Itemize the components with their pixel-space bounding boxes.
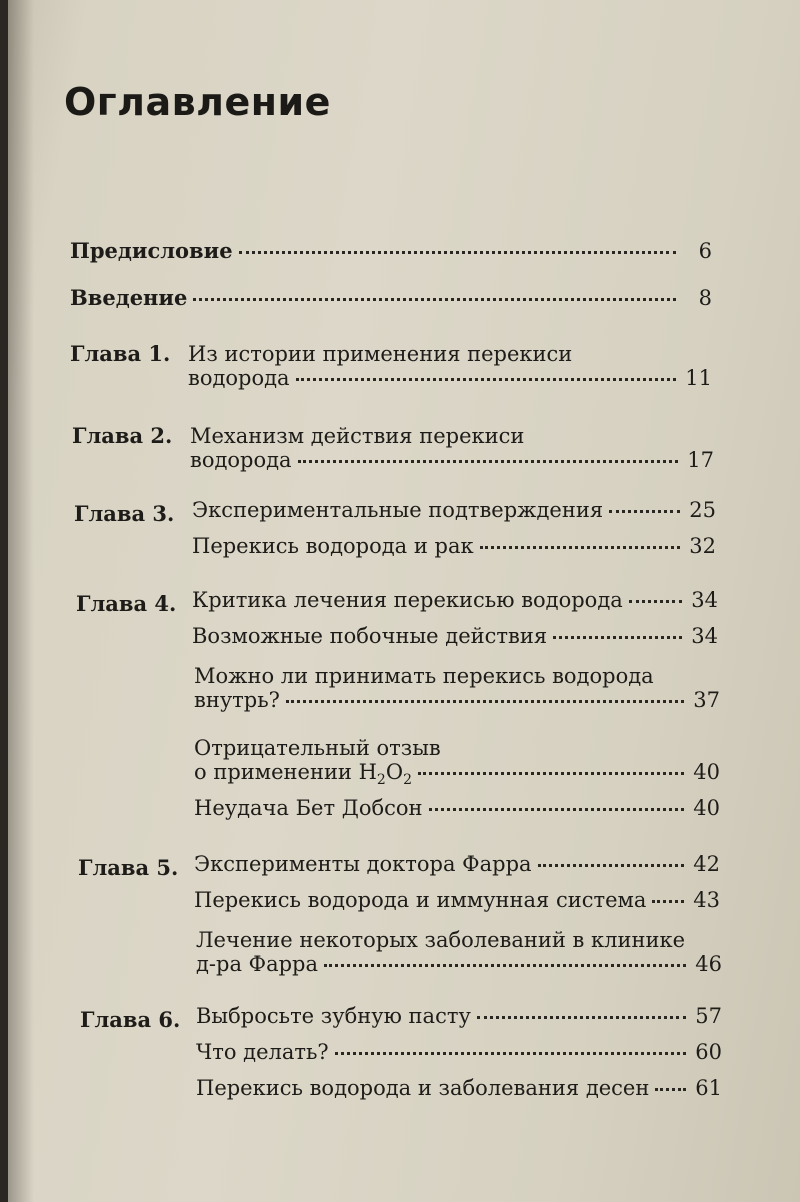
chapter-label: Глава 3. [74, 501, 175, 526]
chapter-label: Глава 1. [70, 341, 171, 366]
toc-entry-negative-review [194, 760, 720, 788]
toc-page-number: 40 [693, 796, 720, 820]
dot-leader [193, 298, 676, 301]
toc-entry-title-line: Лечение некоторых заболеваний в клинике [196, 928, 686, 952]
dot-leader [298, 460, 678, 463]
toc-entry-title [194, 760, 412, 788]
toc-entry-title-line: Можно ли принимать перекись водорода [194, 664, 654, 688]
toc-entry-preface [70, 238, 712, 263]
toc-page-number: 17 [687, 448, 714, 472]
toc-entry-chapter-3 [192, 498, 716, 522]
formula-subscript: 2 [376, 772, 386, 789]
dot-leader [655, 1088, 686, 1091]
table-of-contents [8, 0, 800, 1202]
toc-page-number: 57 [695, 1004, 722, 1028]
dot-leader [629, 600, 682, 603]
toc-entry-title: д-ра Фарра [196, 952, 319, 976]
toc-entry-gum-disease [196, 1076, 722, 1100]
toc-entry-what-to-do [196, 1040, 722, 1064]
formula-subscript: 2 [403, 772, 412, 789]
toc-page-number: 32 [689, 534, 716, 558]
toc-page-number: 8 [698, 286, 712, 310]
dot-leader [652, 900, 684, 903]
toc-entry-immune-system [194, 888, 720, 912]
toc-entry-chapter-2 [190, 448, 714, 472]
chapter-label: Глава 4. [76, 591, 177, 616]
toc-page-number: 43 [693, 888, 720, 912]
dot-leader [335, 1052, 686, 1055]
toc-page-number: 60 [695, 1040, 722, 1064]
chapter-label: Глава 2. [72, 423, 173, 448]
toc-entry-beth-dobson [194, 796, 720, 820]
toc-page-number: 40 [693, 760, 720, 784]
toc-page-number: 11 [685, 366, 712, 390]
toc-page-number: 61 [695, 1076, 722, 1100]
formula-text: O [385, 760, 404, 784]
toc-entry-farr-clinic [196, 952, 722, 976]
toc-entry-chapter-1 [188, 366, 712, 390]
toc-entry-oral-intake [194, 688, 720, 712]
toc-entry-title: Перекись водорода и заболевания десен [196, 1076, 650, 1100]
toc-entry-title-line: Механизм действия перекиси [190, 424, 525, 448]
toc-entry-title-line: Из истории применения перекиси [188, 342, 573, 366]
toc-entry-title: Перекись водорода и иммунная система [194, 888, 647, 912]
toc-entry-chapter-5 [194, 852, 720, 876]
dot-leader [477, 1016, 686, 1019]
toc-entry-chapter-4 [192, 588, 718, 612]
toc-page-number: 34 [691, 624, 718, 648]
dot-leader [480, 546, 680, 549]
toc-entry-title: Экспериментальные подтверждения [192, 498, 604, 522]
toc-entry-title: Возможные побочные действия [192, 624, 548, 648]
dot-leader [324, 964, 686, 967]
toc-entry-title: внутрь? [194, 688, 280, 712]
dot-leader [286, 700, 684, 703]
book-page [8, 0, 800, 1202]
toc-page-number: 25 [689, 498, 716, 522]
toc-entry-label: Предисловие [70, 238, 233, 263]
toc-page-number: 34 [691, 588, 718, 612]
toc-entry-title: водорода [188, 366, 290, 390]
toc-entry-title: Эксперименты доктора Фарра [194, 852, 532, 876]
toc-entry-label: Введение [70, 285, 188, 310]
toc-entry-peroxide-cancer [192, 534, 716, 558]
toc-entry-title: Выбросьте зубную пасту [196, 1004, 471, 1028]
toc-entry-side-effects [192, 624, 718, 648]
toc-entry-title: Что делать? [196, 1040, 329, 1064]
toc-page-number: 42 [693, 852, 720, 876]
dot-leader [429, 808, 684, 811]
toc-entry-title: Перекись водорода и рак [192, 534, 474, 558]
chapter-label: Глава 5. [78, 855, 179, 880]
chapter-label: Глава 6. [80, 1007, 181, 1032]
toc-entry-title: Неудача Бет Добсон [194, 796, 423, 820]
toc-entry-title: водорода [190, 448, 292, 472]
dot-leader [296, 378, 676, 381]
toc-page-number: 37 [693, 688, 720, 712]
dot-leader [418, 772, 684, 775]
formula-text: о применении H [194, 760, 377, 784]
toc-entry-chapter-6 [196, 1004, 722, 1028]
page-title: Оглавление [64, 80, 331, 124]
toc-page-number: 46 [695, 952, 722, 976]
toc-entry-introduction [70, 285, 712, 310]
dot-leader [239, 251, 676, 254]
toc-page-number: 6 [698, 239, 712, 263]
toc-entry-title: Критика лечения перекисью водорода [192, 588, 623, 612]
toc-entry-title-line: Отрицательный отзыв [194, 736, 441, 760]
dot-leader [609, 510, 680, 513]
dot-leader [538, 864, 684, 867]
dot-leader [553, 636, 682, 639]
